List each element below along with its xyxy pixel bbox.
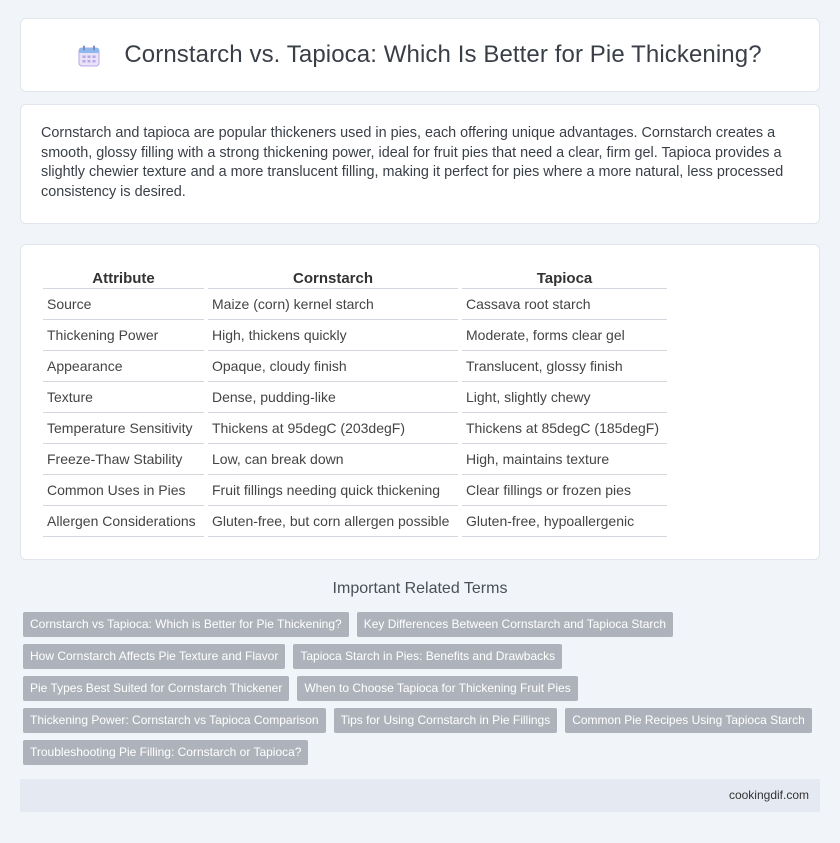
related-term-tag[interactable]: Pie Types Best Suited for Cornstarch Thickener <box>23 676 289 701</box>
cornstarch-cell: Maize (corn) kernel starch <box>208 289 458 320</box>
tapioca-cell: Translucent, glossy finish <box>462 351 667 382</box>
comparison-table <box>39 267 671 537</box>
attribute-cell: Texture <box>43 382 204 413</box>
attribute-cell: Thickening Power <box>43 320 204 351</box>
footer <box>20 779 820 812</box>
related-term-tag[interactable]: Troubleshooting Pie Filling: Cornstarch or Tapioca? <box>23 740 308 765</box>
tapioca-cell: Gluten-free, hypoallergenic <box>462 506 667 537</box>
cornstarch-cell: Thickens at 95degC (203degF) <box>208 413 458 444</box>
related-term-tag[interactable]: Key Differences Between Cornstarch and Tapioca Starch <box>357 612 673 637</box>
related-term-tag[interactable]: Cornstarch vs Tapioca: Which is Better for Pie Thickening? <box>23 612 349 637</box>
attribute-cell: Temperature Sensitivity <box>43 413 204 444</box>
attribute-cell: Allergen Considerations <box>43 506 204 537</box>
related-term-tag[interactable]: When to Choose Tapioca for Thickening Fruit Pies <box>297 676 577 701</box>
tapioca-cell: High, maintains texture <box>462 444 667 475</box>
cornstarch-cell: High, thickens quickly <box>208 320 458 351</box>
table-row <box>43 320 667 351</box>
cornstarch-cell: Dense, pudding-like <box>208 382 458 413</box>
intro-text: Cornstarch and tapioca are popular thickeners used in pies, each offering unique advantages. Cornstarch creates a smooth, glossy filling with a strong thickening power, ideal for fruit pies that need a clear, firm gel. Tapioca provides a slightly chewier texture and a more translucent filling, making it perfect for pies where a more natural, less processed consistency is desired. <box>41 125 784 200</box>
tapioca-cell: Clear fillings or frozen pies <box>462 475 667 506</box>
tapioca-cell: Moderate, forms clear gel <box>462 320 667 351</box>
related-term-tag[interactable]: Tips for Using Cornstarch in Pie Fillings <box>334 708 558 733</box>
related-term-tag[interactable]: How Cornstarch Affects Pie Texture and Flavor <box>23 644 285 669</box>
intro-card <box>20 104 820 224</box>
table-header-row <box>43 267 667 289</box>
table-row <box>43 444 667 475</box>
attribute-cell: Appearance <box>43 351 204 382</box>
footer-site-link[interactable]: cookingdif.com <box>728 788 809 802</box>
attribute-cell: Freeze-Thaw Stability <box>43 444 204 475</box>
related-term-tag[interactable]: Common Pie Recipes Using Tapioca Starch <box>565 708 812 733</box>
cornstarch-cell: Gluten-free, but corn allergen possible <box>208 506 458 537</box>
tapioca-cell: Light, slightly chewy <box>462 382 667 413</box>
header-tapioca: Tapioca <box>462 267 667 289</box>
cornstarch-cell: Opaque, cloudy finish <box>208 351 458 382</box>
comparison-card <box>20 244 820 560</box>
cornstarch-cell: Low, can break down <box>208 444 458 475</box>
attribute-cell: Source <box>43 289 204 320</box>
table-row <box>43 382 667 413</box>
header-cornstarch: Cornstarch <box>208 267 458 289</box>
table-row <box>43 475 667 506</box>
header-attribute: Attribute <box>43 267 204 289</box>
attribute-cell: Common Uses in Pies <box>43 475 204 506</box>
tapioca-cell: Thickens at 85degC (185degF) <box>462 413 667 444</box>
related-term-tag[interactable]: Thickening Power: Cornstarch vs Tapioca Comparison <box>23 708 326 733</box>
tapioca-cell: Cassava root starch <box>462 289 667 320</box>
calendar-icon <box>78 45 100 67</box>
title-card <box>20 18 820 92</box>
related-terms-list <box>23 612 823 772</box>
table-row <box>43 413 667 444</box>
related-terms-heading: Important Related Terms <box>332 580 508 597</box>
table-row <box>43 289 667 320</box>
table-row <box>43 351 667 382</box>
related-term-tag[interactable]: Tapioca Starch in Pies: Benefits and Drawbacks <box>293 644 562 669</box>
cornstarch-cell: Fruit fillings needing quick thickening <box>208 475 458 506</box>
table-row <box>43 506 667 537</box>
page-title: Cornstarch vs. Tapioca: Which Is Better for Pie Thickening? <box>124 41 762 68</box>
